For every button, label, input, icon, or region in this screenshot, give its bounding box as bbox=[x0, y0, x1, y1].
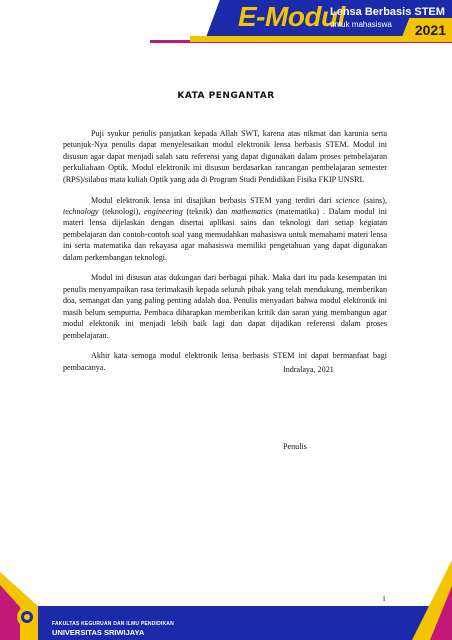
university-logo-icon bbox=[16, 606, 38, 628]
year-label: 2021 bbox=[414, 22, 446, 38]
brand-title: E-Modul bbox=[238, 1, 345, 32]
faculty-name: FAKULTAS KEGURUAN DAN ILMU PENDIDIKAN bbox=[52, 621, 174, 627]
paragraph-4: Akhir kata semoga modul elektronik lensa berbasis STEM ini dapat bermanfaat bagi pembacanya. bbox=[63, 351, 387, 372]
brand-subtitle: Lensa Berbasis STEM bbox=[330, 6, 445, 18]
paragraph-1: Puji syukur penulis panjatkan kepada Allah SWT, karena atas nikmat dan karunia serta petunjuk-Nya penulis dapat menyelesaikan modul elektronik lensa berbasis STEM. Modul ini disusun agar dapat menjadi salah satu referensi yang dapat digunakan dalam proses pembelajaran perkuliahaan Optik. Modul elektronik ini disusun berdasarkan rancangan pembelajaran semester (RPS)/silabus mata kuliah Optik yang ada di Program Studi Pendidikan Fisika FKIP UNSRI. bbox=[63, 129, 387, 184]
document-body bbox=[63, 128, 387, 383]
paragraph-3: Modul ini disusun atas dukungan dari berbagai pihak. Maka dari itu pada kesempatan ini penulis menyampaikan rasa terimakasih kepada seluruh pihak yang telah mendukung, memberikan doa, semangat dan yang paling penting adalah doa. Penulis menyadari bahwa modul elektronik ini masih belum sempurna. Pembaca diharapkan memberikan kritik dan saran yang membangun agar modul elektonik ini menjadi lebih baik lagi dan dapat dijadikan referensi dalam proses pembelajaran. bbox=[63, 273, 387, 340]
page-title: KATA PENGANTAR bbox=[177, 91, 275, 101]
signature: Penulis bbox=[283, 442, 307, 451]
university-name: UNIVERSITAS SRIWIJAYA bbox=[52, 628, 145, 637]
page-number: i bbox=[383, 594, 386, 603]
place-date: Indralaya, 2021 bbox=[283, 365, 334, 374]
paragraph-2: Modul elektronik lensa ini disajikan berbasis STEM yang terdiri dari science (sains), technology (teknologi), engineering (teknik) dan mathematics (matematika) . Dalam modul ini materi lensa dijelaskan dengan disertai aplikasi sains dan teknologi dari setiap kegiatan pembelajaran dan contoh-contoh soal yang memudahkan mahasiswa untuk memahami materi lensa ini serta matematika dan rekayasa agar mahasiswa memiliki pengetahuan yang dapat digunakan dalam perkembangan teknologi. bbox=[63, 195, 387, 262]
brand-tagline: untuk mahasiswa bbox=[330, 20, 392, 29]
